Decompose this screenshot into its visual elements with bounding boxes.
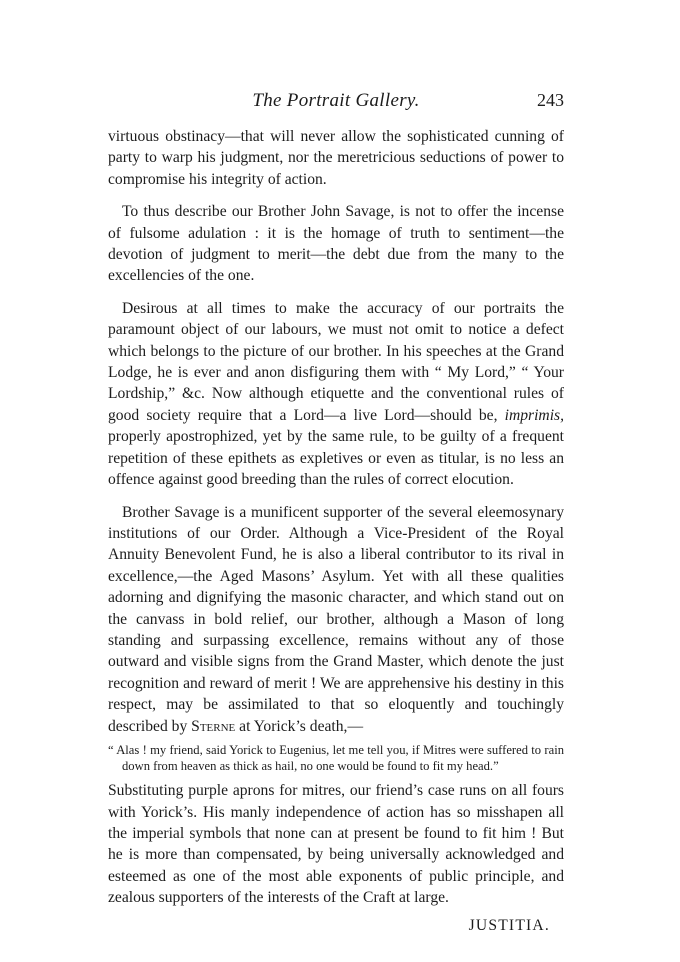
paragraph-2: To thus describe our Brother John Savage, is not to offer the incense of fulsome adulation : it is the homage of truth to sentiment—the devotion of judgment to merit—the debt due from the many to the excellencies of the one.: [108, 203, 564, 285]
emphasis-imprimis: imprimis,: [504, 406, 564, 424]
page-body: [108, 126, 564, 936]
block-quote: “ Alas ! my friend, said Yorick to Eugenius, let me tell you, if Mitres were suffered to rain down from heaven as thick as hail, no one would be found to fit my head.”: [108, 742, 564, 773]
paragraph-5: Substituting purple aprons for mitres, our friend’s case runs on all fours with Yorick’s. His manly independence of action has so misshapen all the imperial symbols that none can at present be found to fit him ! But he is more than compensated, by being universally acknowledged and esteemed as one of the most able exponents of public principle, and zealous supporters of the interests of the Craft at large.: [108, 782, 564, 907]
author-name: Sterne: [191, 717, 236, 735]
paragraph-3: [108, 298, 564, 491]
paragraph-3-text-b: properly apostrophized, yet by the same rule, to be guilty of a frequent repetition of these epithets as expletives or even as titular, is no less an offence against good breeding than the rules of correct elocution.: [108, 428, 564, 489]
running-title: The Portrait Gallery.: [252, 90, 420, 111]
paragraph-4-text-a: Brother Savage is a munificent supporter of the several eleemosynary institutions of our Order. Although a Vice-President of the Royal Annuity Benevolent Fund, he is also a liberal contributor to its rival in excellence,—the Aged Masons’ Asylum. Yet with all these qualities adorning and dignifying the masonic character, and which stand out on the canvass in bold relief, our brother, although a Mason of long standing and surpassing excellence, remains without any of those outward and visible signs from the Grand Master, which denote the just recognition and reward of merit ! We are apprehensive his destiny in this respect, may be assimilated to that so eloquently and touchingly described by: [108, 503, 564, 735]
signature: JUSTITIA.: [468, 916, 550, 934]
page-header: [108, 90, 564, 118]
paragraph-1: virtuous obstinacy—that will never allow the sophisticated cunning of party to warp his judgment, nor the meretricious seductions of power to compromise his integrity of action.: [108, 128, 564, 188]
paragraph-4-text-b: at Yorick’s death,—: [235, 717, 364, 735]
paragraph-3-text-a: Desirous at all times to make the accuracy of our portraits the paramount object of our labours, we must not omit to notice a defect which belongs to the picture of our brother. In his speeches at the Grand Lodge, he is ever and anon disfiguring them with “ My Lord,” “ Your Lordship,” &c. Now although etiquette and the conventional rules of good society require that a Lord—a live Lord—should be,: [108, 299, 564, 424]
page-number: 243: [537, 90, 564, 110]
paragraph-4: [108, 502, 564, 737]
